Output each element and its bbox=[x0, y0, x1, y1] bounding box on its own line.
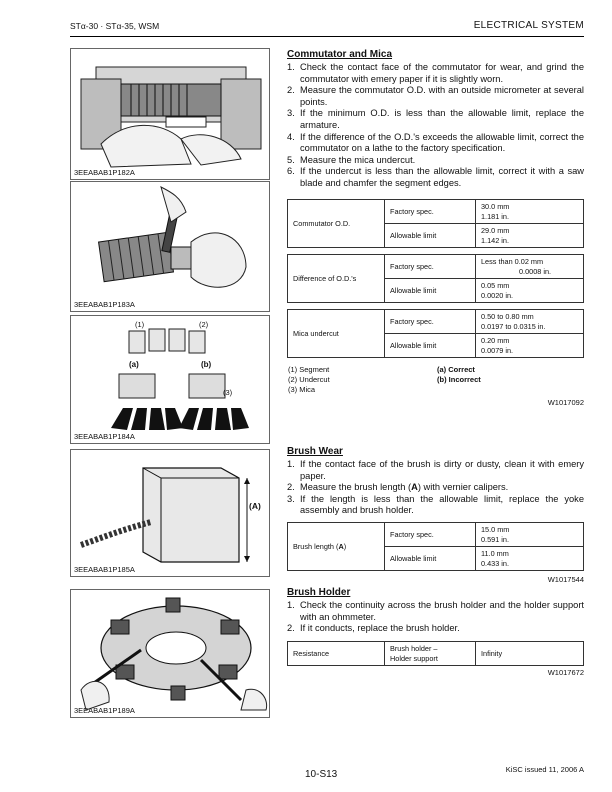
figure-caption: 3EEABAB1P184A bbox=[74, 432, 135, 441]
legend-item: (a) Correct bbox=[437, 365, 475, 374]
spec-table-commutator-od bbox=[287, 199, 584, 248]
limit-label: Allowable limit bbox=[385, 334, 476, 358]
figure-caption: 3EEABAB1P182A bbox=[74, 168, 135, 177]
point-line: Brush holder – bbox=[390, 644, 438, 653]
armature-lathe-illustration bbox=[71, 49, 270, 180]
limit-value bbox=[476, 224, 584, 248]
spec-item: Resistance bbox=[288, 642, 385, 666]
micrometer-illustration bbox=[71, 182, 270, 312]
list-item bbox=[287, 155, 584, 167]
spec-item: Difference of O.D.'s bbox=[288, 255, 385, 303]
spec-label: Factory spec. bbox=[385, 523, 476, 547]
step-number: 1. bbox=[287, 62, 295, 72]
spec-table-mica-undercut bbox=[287, 309, 584, 358]
table-row bbox=[288, 310, 584, 334]
step-text: If it conducts, replace the brush holder. bbox=[300, 623, 460, 634]
legend-item: (1) Segment bbox=[288, 365, 330, 374]
dimension-label: A bbox=[411, 482, 418, 493]
limit-value bbox=[476, 547, 584, 571]
legend-item: (3) Mica bbox=[288, 384, 316, 394]
step-number: 1. bbox=[287, 459, 295, 469]
spec-label: Factory spec. bbox=[385, 310, 476, 334]
resistance-value: Infinity bbox=[476, 642, 584, 666]
callout-b: (b) bbox=[201, 360, 212, 369]
callout-3: (3) bbox=[223, 388, 233, 397]
spec-item: Commutator O.D. bbox=[288, 200, 385, 248]
figure-brush-calipers bbox=[70, 449, 270, 577]
step-text: If the length is less than the allowable limit, replace the yoke assembly and brush holder. bbox=[300, 493, 584, 516]
limit-label: Allowable limit bbox=[385, 279, 476, 303]
figure-armature-lathe bbox=[70, 48, 270, 180]
value-metric: 0.05 mm bbox=[481, 281, 510, 290]
value-imperial: 0.0079 in. bbox=[481, 345, 514, 355]
step-number: 6. bbox=[287, 166, 295, 177]
value-metric: 0.20 mm bbox=[481, 336, 510, 345]
spec-value bbox=[476, 310, 584, 334]
figure-brush-holder bbox=[70, 589, 270, 718]
limit-label: Allowable limit bbox=[385, 547, 476, 571]
spec-table-od-difference bbox=[287, 254, 584, 303]
issue-note: KiSC issued 11, 2006 A bbox=[505, 765, 584, 774]
step-text: Check the contact face of the commutator for wear, and grind the commutator with emery paper if it is slightly worn. bbox=[300, 62, 584, 84]
list-item bbox=[287, 494, 584, 517]
brush-holder-steps bbox=[287, 600, 584, 635]
figure-caption: 3EEABAB1P185A bbox=[74, 565, 135, 574]
legend-parts bbox=[288, 365, 330, 394]
limit-value bbox=[476, 334, 584, 358]
item-text: ) bbox=[343, 541, 347, 551]
spec-label: Factory spec. bbox=[385, 255, 476, 279]
value-metric: 15.0 mm bbox=[481, 525, 510, 534]
table-row bbox=[288, 255, 584, 279]
list-item bbox=[287, 600, 584, 623]
legend-conditions bbox=[437, 365, 481, 385]
step-number: 2. bbox=[287, 482, 295, 493]
step-text: Check the continuity across the brush holder and the holder support with an ohmmeter. bbox=[300, 600, 584, 622]
brush-illustration bbox=[71, 450, 270, 577]
step-text: If the difference of the O.D.'s exceeds the allowable limit, correct the commutator on a lathe to the factory specification. bbox=[300, 131, 584, 154]
page-number: 10-S13 bbox=[305, 769, 338, 780]
value-imperial: 0.0197 to 0.0315 in. bbox=[481, 321, 546, 331]
value-metric: 30.0 mm bbox=[481, 202, 510, 211]
value-metric: 11.0 mm bbox=[481, 549, 509, 558]
spec-table-resistance bbox=[287, 641, 584, 666]
figure-caption: 3EEABAB1P189A bbox=[74, 706, 135, 715]
point-line: Holder support bbox=[390, 653, 438, 663]
section-title-commutator: Commutator and Mica bbox=[287, 49, 393, 60]
list-item bbox=[287, 62, 584, 85]
spec-table-brush-length bbox=[287, 522, 584, 571]
step-number: 1. bbox=[287, 600, 295, 610]
limit-value bbox=[476, 279, 584, 303]
spec-value bbox=[476, 255, 584, 279]
value-imperial: 1.142 in. bbox=[481, 235, 509, 245]
step-number: 4. bbox=[287, 131, 295, 142]
value-imperial: 0.0020 in. bbox=[481, 290, 514, 300]
list-item bbox=[287, 108, 584, 131]
legend-item: (b) Incorrect bbox=[437, 374, 481, 384]
reference-code: W1017092 bbox=[547, 398, 584, 407]
step-text: If the contact face of the brush is dirty or dusty, clean it with emery paper. bbox=[300, 459, 584, 481]
step-text: Measure the mica undercut. bbox=[300, 154, 416, 165]
step-text: Measure the brush length ( bbox=[300, 482, 412, 493]
step-text: If the minimum O.D. is less than the allowable limit, replace the armature. bbox=[300, 108, 584, 130]
table-row bbox=[288, 200, 584, 224]
value-imperial: 1.181 in. bbox=[481, 211, 509, 221]
brush-holder-illustration bbox=[71, 590, 270, 718]
figure-commutator-micrometer bbox=[70, 181, 270, 312]
header-model: STα-30 · STα-35, WSM bbox=[70, 21, 160, 31]
step-number: 2. bbox=[287, 85, 295, 96]
list-item bbox=[287, 482, 584, 494]
commutator-steps bbox=[287, 62, 584, 190]
section-title-brush-wear: Brush Wear bbox=[287, 446, 343, 457]
brush-wear-steps bbox=[287, 459, 584, 517]
callout-2: (2) bbox=[199, 320, 209, 329]
spec-label: Factory spec. bbox=[385, 200, 476, 224]
measurement-points bbox=[385, 642, 476, 666]
list-item bbox=[287, 85, 584, 108]
value-imperial: 0.591 in. bbox=[481, 534, 509, 544]
step-text: ) with vernier calipers. bbox=[417, 482, 509, 493]
value-metric: 29.0 mm bbox=[481, 226, 510, 235]
callout-A: (A) bbox=[249, 501, 261, 511]
figure-mica-undercut bbox=[70, 315, 270, 444]
spec-value bbox=[476, 523, 584, 547]
step-number: 3. bbox=[287, 108, 295, 119]
header-rule bbox=[70, 36, 584, 37]
table-row bbox=[288, 523, 584, 547]
table-row bbox=[288, 642, 584, 666]
step-text: If the undercut is less than the allowable limit, correct it with a saw blade and chamfer the segment edges. bbox=[300, 166, 584, 188]
limit-label: Allowable limit bbox=[385, 224, 476, 248]
reference-code: W1017544 bbox=[547, 575, 584, 584]
legend-item: (2) Undercut bbox=[288, 374, 330, 384]
reference-code: W1017672 bbox=[547, 668, 584, 677]
step-number: 3. bbox=[287, 493, 295, 504]
step-number: 5. bbox=[287, 154, 295, 165]
list-item bbox=[287, 166, 584, 189]
list-item bbox=[287, 459, 584, 482]
item-text: Brush length ( bbox=[293, 541, 339, 551]
value-imperial: 0.433 in. bbox=[481, 558, 509, 568]
dimension-label: A bbox=[338, 541, 344, 551]
value-metric: Less than 0.02 mm bbox=[481, 257, 544, 266]
callout-1: (1) bbox=[135, 320, 145, 329]
callout-a: (a) bbox=[129, 360, 139, 369]
list-item bbox=[287, 623, 584, 635]
header-section-title: ELECTRICAL SYSTEM bbox=[473, 20, 584, 31]
spec-value bbox=[476, 200, 584, 224]
value-metric: 0.50 to 0.80 mm bbox=[481, 312, 534, 321]
figure-caption: 3EEABAB1P183A bbox=[74, 300, 135, 309]
step-text: Measure the commutator O.D. with an outside micrometer at several points. bbox=[300, 85, 584, 107]
value-imperial: 0.0008 in. bbox=[519, 266, 552, 276]
list-item bbox=[287, 132, 584, 155]
spec-item bbox=[288, 523, 385, 571]
step-number: 2. bbox=[287, 623, 295, 634]
mica-undercut-illustration bbox=[71, 316, 270, 444]
spec-item: Mica undercut bbox=[288, 310, 385, 358]
section-title-brush-holder: Brush Holder bbox=[287, 587, 351, 598]
